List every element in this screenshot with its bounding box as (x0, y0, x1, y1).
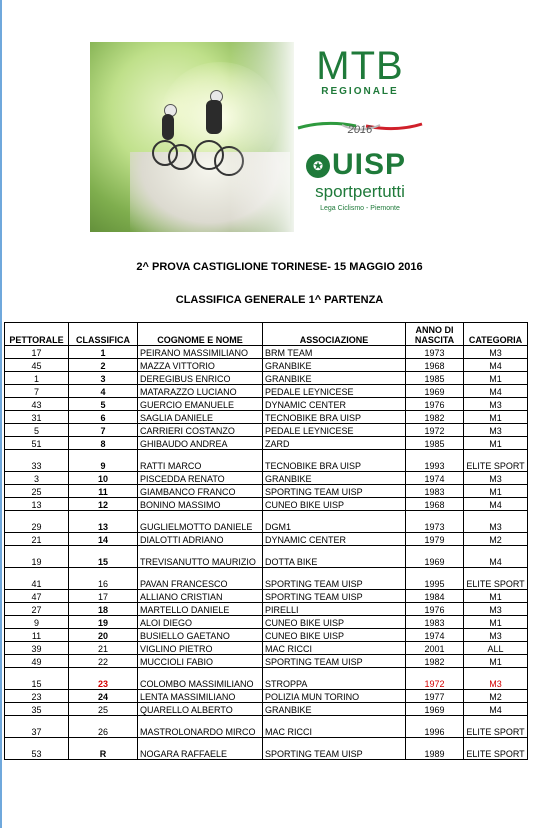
cell-pettorale: 43 (5, 398, 69, 411)
cell-nome: VIGLINO PIETRO (138, 642, 263, 655)
cell-pettorale: 27 (5, 603, 69, 616)
table-row (5, 629, 528, 642)
table-row (5, 590, 528, 603)
cell-associazione: SPORTING TEAM UISP (263, 738, 406, 760)
cell-anno: 1968 (406, 498, 464, 511)
cell-classifica: 11 (69, 485, 138, 498)
cell-categoria: M3 (464, 346, 528, 359)
uisp-emblem-icon: ✪ (306, 154, 330, 178)
header-categoria: CATEGORIA (464, 323, 528, 346)
header-nome: COGNOME E NOME (138, 323, 263, 346)
cell-nome: BUSIELLO GAETANO (138, 629, 263, 642)
cell-classifica: 20 (69, 629, 138, 642)
table-row (5, 398, 528, 411)
table-row (5, 568, 528, 590)
table-row (5, 642, 528, 655)
cell-pettorale: 39 (5, 642, 69, 655)
cell-anno: 1993 (406, 450, 464, 472)
cell-categoria: M4 (464, 359, 528, 372)
cell-categoria: M3 (464, 511, 528, 533)
cell-associazione: PEDALE LEYNICESE (263, 385, 406, 398)
cell-classifica: 24 (69, 690, 138, 703)
cell-categoria: ELITE SPORT (464, 568, 528, 590)
header-anno (406, 323, 464, 346)
cell-classifica: 13 (69, 511, 138, 533)
cell-classifica: 10 (69, 472, 138, 485)
table-row (5, 359, 528, 372)
cell-classifica: 19 (69, 616, 138, 629)
cell-nome: LENTA MASSIMILIANO (138, 690, 263, 703)
cell-pettorale: 37 (5, 716, 69, 738)
cell-classifica: 2 (69, 359, 138, 372)
cell-anno: 1976 (406, 398, 464, 411)
cell-anno: 1969 (406, 703, 464, 716)
cell-categoria: M4 (464, 546, 528, 568)
cell-pettorale: 7 (5, 385, 69, 398)
cell-classifica: 7 (69, 424, 138, 437)
cell-nome: BONINO MASSIMO (138, 498, 263, 511)
cell-categoria: ELITE SPORT (464, 716, 528, 738)
cell-anno: 1974 (406, 472, 464, 485)
cell-classifica: 18 (69, 603, 138, 616)
table-row (5, 668, 528, 690)
cell-classifica: 5 (69, 398, 138, 411)
cell-anno: 1996 (406, 716, 464, 738)
cell-pettorale: 21 (5, 533, 69, 546)
cell-anno: 1969 (406, 385, 464, 398)
cell-anno: 1973 (406, 346, 464, 359)
cell-classifica: 25 (69, 703, 138, 716)
cell-pettorale: 51 (5, 437, 69, 450)
table-row (5, 546, 528, 568)
cell-classifica: 3 (69, 372, 138, 385)
cell-categoria: M4 (464, 703, 528, 716)
table-row (5, 437, 528, 450)
cell-pettorale: 49 (5, 655, 69, 668)
cell-categoria: M2 (464, 690, 528, 703)
cell-associazione: PIRELLI (263, 603, 406, 616)
cell-associazione: POLIZIA MUN TORINO (263, 690, 406, 703)
table-row (5, 616, 528, 629)
table-row (5, 738, 528, 760)
event-banner (90, 42, 428, 232)
cell-anno: 1973 (406, 511, 464, 533)
cell-nome: MATARAZZO LUCIANO (138, 385, 263, 398)
cell-categoria: M3 (464, 668, 528, 690)
cell-classifica: 26 (69, 716, 138, 738)
cell-pettorale: 17 (5, 346, 69, 359)
cell-pettorale: 47 (5, 590, 69, 603)
cell-anno: 1968 (406, 359, 464, 372)
table-header-row (5, 323, 528, 346)
table-row (5, 450, 528, 472)
cell-associazione: BRM TEAM (263, 346, 406, 359)
race-title: 2^ PROVA CASTIGLIONE TORINESE- 15 MAGGIO 2016 (136, 261, 423, 273)
table-row (5, 485, 528, 498)
cell-categoria: ALL (464, 642, 528, 655)
cell-associazione: DOTTA BIKE (263, 546, 406, 568)
cell-anno: 1985 (406, 372, 464, 385)
cell-associazione: GRANBIKE (263, 372, 406, 385)
cell-nome: NOGARA RAFFAELE (138, 738, 263, 760)
cell-nome: MASTROLONARDO MIRCO (138, 716, 263, 738)
cell-classifica: 22 (69, 655, 138, 668)
header-associazione: ASSOCIAZIONE (263, 323, 406, 346)
table-row (5, 424, 528, 437)
cell-associazione: GRANBIKE (263, 359, 406, 372)
cell-nome: ALOI DIEGO (138, 616, 263, 629)
cell-pettorale: 53 (5, 738, 69, 760)
cell-nome: PAVAN FRANCESCO (138, 568, 263, 590)
cell-nome: GUGLIELMOTTO DANIELE (138, 511, 263, 533)
cell-nome: GIAMBANCO FRANCO (138, 485, 263, 498)
cell-associazione: GRANBIKE (263, 703, 406, 716)
cell-associazione: SPORTING TEAM UISP (263, 485, 406, 498)
mtb-regionale-logo (292, 42, 428, 232)
cell-anno: 1985 (406, 437, 464, 450)
cell-associazione: MAC RICCI (263, 716, 406, 738)
cell-pettorale: 29 (5, 511, 69, 533)
cell-classifica: 8 (69, 437, 138, 450)
cell-pettorale: 9 (5, 616, 69, 629)
cell-nome: ALLIANO CRISTIAN (138, 590, 263, 603)
ranking-subtitle: CLASSIFICA GENERALE 1^ PARTENZA (175, 294, 384, 306)
cell-anno: 1976 (406, 603, 464, 616)
cell-pettorale: 13 (5, 498, 69, 511)
cell-associazione: TECNOBIKE BRA UISP (263, 411, 406, 424)
cell-categoria: M1 (464, 372, 528, 385)
cell-associazione: DYNAMIC CENTER (263, 533, 406, 546)
org-sub: Lega Ciclismo - Piemonte (320, 205, 400, 212)
table-row (5, 511, 528, 533)
cell-categoria: M3 (464, 472, 528, 485)
logo-year: 2016 (347, 124, 373, 136)
table-row (5, 372, 528, 385)
cell-anno: 1977 (406, 690, 464, 703)
cell-pettorale: 11 (5, 629, 69, 642)
table-row (5, 472, 528, 485)
cell-pettorale: 1 (5, 372, 69, 385)
cell-classifica: 4 (69, 385, 138, 398)
org-tagline: sportpertutti (315, 182, 405, 201)
header-pettorale: PETTORALE (5, 323, 69, 346)
cell-nome: DIALOTTI ADRIANO (138, 533, 263, 546)
cell-pettorale: 25 (5, 485, 69, 498)
table-row (5, 703, 528, 716)
cell-anno: 1983 (406, 616, 464, 629)
cell-categoria: M3 (464, 603, 528, 616)
cell-categoria: M2 (464, 533, 528, 546)
cell-associazione: PEDALE LEYNICESE (263, 424, 406, 437)
header-anno-line2: NASCITA (414, 335, 455, 345)
cell-associazione: DGM1 (263, 511, 406, 533)
cell-categoria: M3 (464, 398, 528, 411)
cell-associazione: CUNEO BIKE UISP (263, 629, 406, 642)
results-table (4, 322, 528, 760)
cell-associazione: TECNOBIKE BRA UISP (263, 450, 406, 472)
cell-anno: 1984 (406, 590, 464, 603)
cell-nome: DEREGIBUS ENRICO (138, 372, 263, 385)
cell-nome: MARTELLO DANIELE (138, 603, 263, 616)
cell-anno: 1983 (406, 485, 464, 498)
cell-classifica: R (69, 738, 138, 760)
logo-title: MTB (316, 44, 404, 88)
header-anno-line1: ANNO DI (415, 325, 454, 335)
cell-associazione: SPORTING TEAM UISP (263, 655, 406, 668)
cell-nome: QUARELLO ALBERTO (138, 703, 263, 716)
cell-pettorale: 35 (5, 703, 69, 716)
cell-classifica: 23 (69, 668, 138, 690)
cell-anno: 2001 (406, 642, 464, 655)
cell-classifica: 21 (69, 642, 138, 655)
cell-anno: 1979 (406, 533, 464, 546)
cell-nome: GHIBAUDO ANDREA (138, 437, 263, 450)
cell-pettorale: 3 (5, 472, 69, 485)
cell-anno: 1989 (406, 738, 464, 760)
cell-associazione: SPORTING TEAM UISP (263, 568, 406, 590)
cell-nome: PISCEDDA RENATO (138, 472, 263, 485)
cell-classifica: 17 (69, 590, 138, 603)
cell-categoria: M1 (464, 485, 528, 498)
cell-classifica: 16 (69, 568, 138, 590)
cell-associazione: SPORTING TEAM UISP (263, 590, 406, 603)
header-classifica: CLASSIFICA (69, 323, 138, 346)
cell-categoria: M1 (464, 437, 528, 450)
org-name: UISP (332, 148, 407, 181)
cell-categoria: M3 (464, 424, 528, 437)
cell-nome: RATTI MARCO (138, 450, 263, 472)
cell-pettorale: 15 (5, 668, 69, 690)
cell-categoria: ELITE SPORT (464, 450, 528, 472)
cell-nome: PEIRANO MASSIMILIANO (138, 346, 263, 359)
cell-classifica: 12 (69, 498, 138, 511)
cell-nome: SAGLIA DANIELE (138, 411, 263, 424)
cell-classifica: 6 (69, 411, 138, 424)
cell-associazione: STROPPA (263, 668, 406, 690)
cell-anno: 1982 (406, 411, 464, 424)
cell-anno: 1972 (406, 424, 464, 437)
cell-categoria: ELITE SPORT (464, 738, 528, 760)
cell-anno: 1972 (406, 668, 464, 690)
table-row (5, 346, 528, 359)
table-row (5, 690, 528, 703)
cell-pettorale: 41 (5, 568, 69, 590)
logo-subtitle: REGIONALE (321, 86, 399, 97)
cell-pettorale: 19 (5, 546, 69, 568)
cell-associazione: CUNEO BIKE UISP (263, 616, 406, 629)
cell-associazione: MAC RICCI (263, 642, 406, 655)
cell-anno: 1982 (406, 655, 464, 668)
cell-categoria: M1 (464, 655, 528, 668)
cell-categoria: M3 (464, 629, 528, 642)
cell-categoria: M1 (464, 411, 528, 424)
cell-nome: GUERCIO EMANUELE (138, 398, 263, 411)
cell-nome: MUCCIOLI FABIO (138, 655, 263, 668)
table-row (5, 498, 528, 511)
cell-nome: TREVISANUTTO MAURIZIO (138, 546, 263, 568)
cell-anno: 1995 (406, 568, 464, 590)
cell-nome: MAZZA VITTORIO (138, 359, 263, 372)
cell-associazione: ZARD (263, 437, 406, 450)
cell-anno: 1969 (406, 546, 464, 568)
cell-classifica: 14 (69, 533, 138, 546)
cell-classifica: 15 (69, 546, 138, 568)
cell-pettorale: 5 (5, 424, 69, 437)
cell-pettorale: 31 (5, 411, 69, 424)
cell-pettorale: 45 (5, 359, 69, 372)
page-edge (0, 0, 2, 828)
cell-classifica: 9 (69, 450, 138, 472)
table-row (5, 411, 528, 424)
table-row (5, 716, 528, 738)
cell-pettorale: 33 (5, 450, 69, 472)
cell-categoria: M4 (464, 385, 528, 398)
cell-nome: CARRIERI COSTANZO (138, 424, 263, 437)
cell-categoria: M4 (464, 498, 528, 511)
table-row (5, 603, 528, 616)
cell-nome: COLOMBO MASSIMILIANO (138, 668, 263, 690)
cell-associazione: DYNAMIC CENTER (263, 398, 406, 411)
cell-classifica: 1 (69, 346, 138, 359)
cell-pettorale: 23 (5, 690, 69, 703)
cell-anno: 1974 (406, 629, 464, 642)
cell-categoria: M1 (464, 590, 528, 603)
table-row (5, 385, 528, 398)
table-row (5, 533, 528, 546)
cell-associazione: CUNEO BIKE UISP (263, 498, 406, 511)
table-row (5, 655, 528, 668)
cell-associazione: GRANBIKE (263, 472, 406, 485)
cell-categoria: M1 (464, 616, 528, 629)
cyclists-photo (90, 42, 294, 232)
